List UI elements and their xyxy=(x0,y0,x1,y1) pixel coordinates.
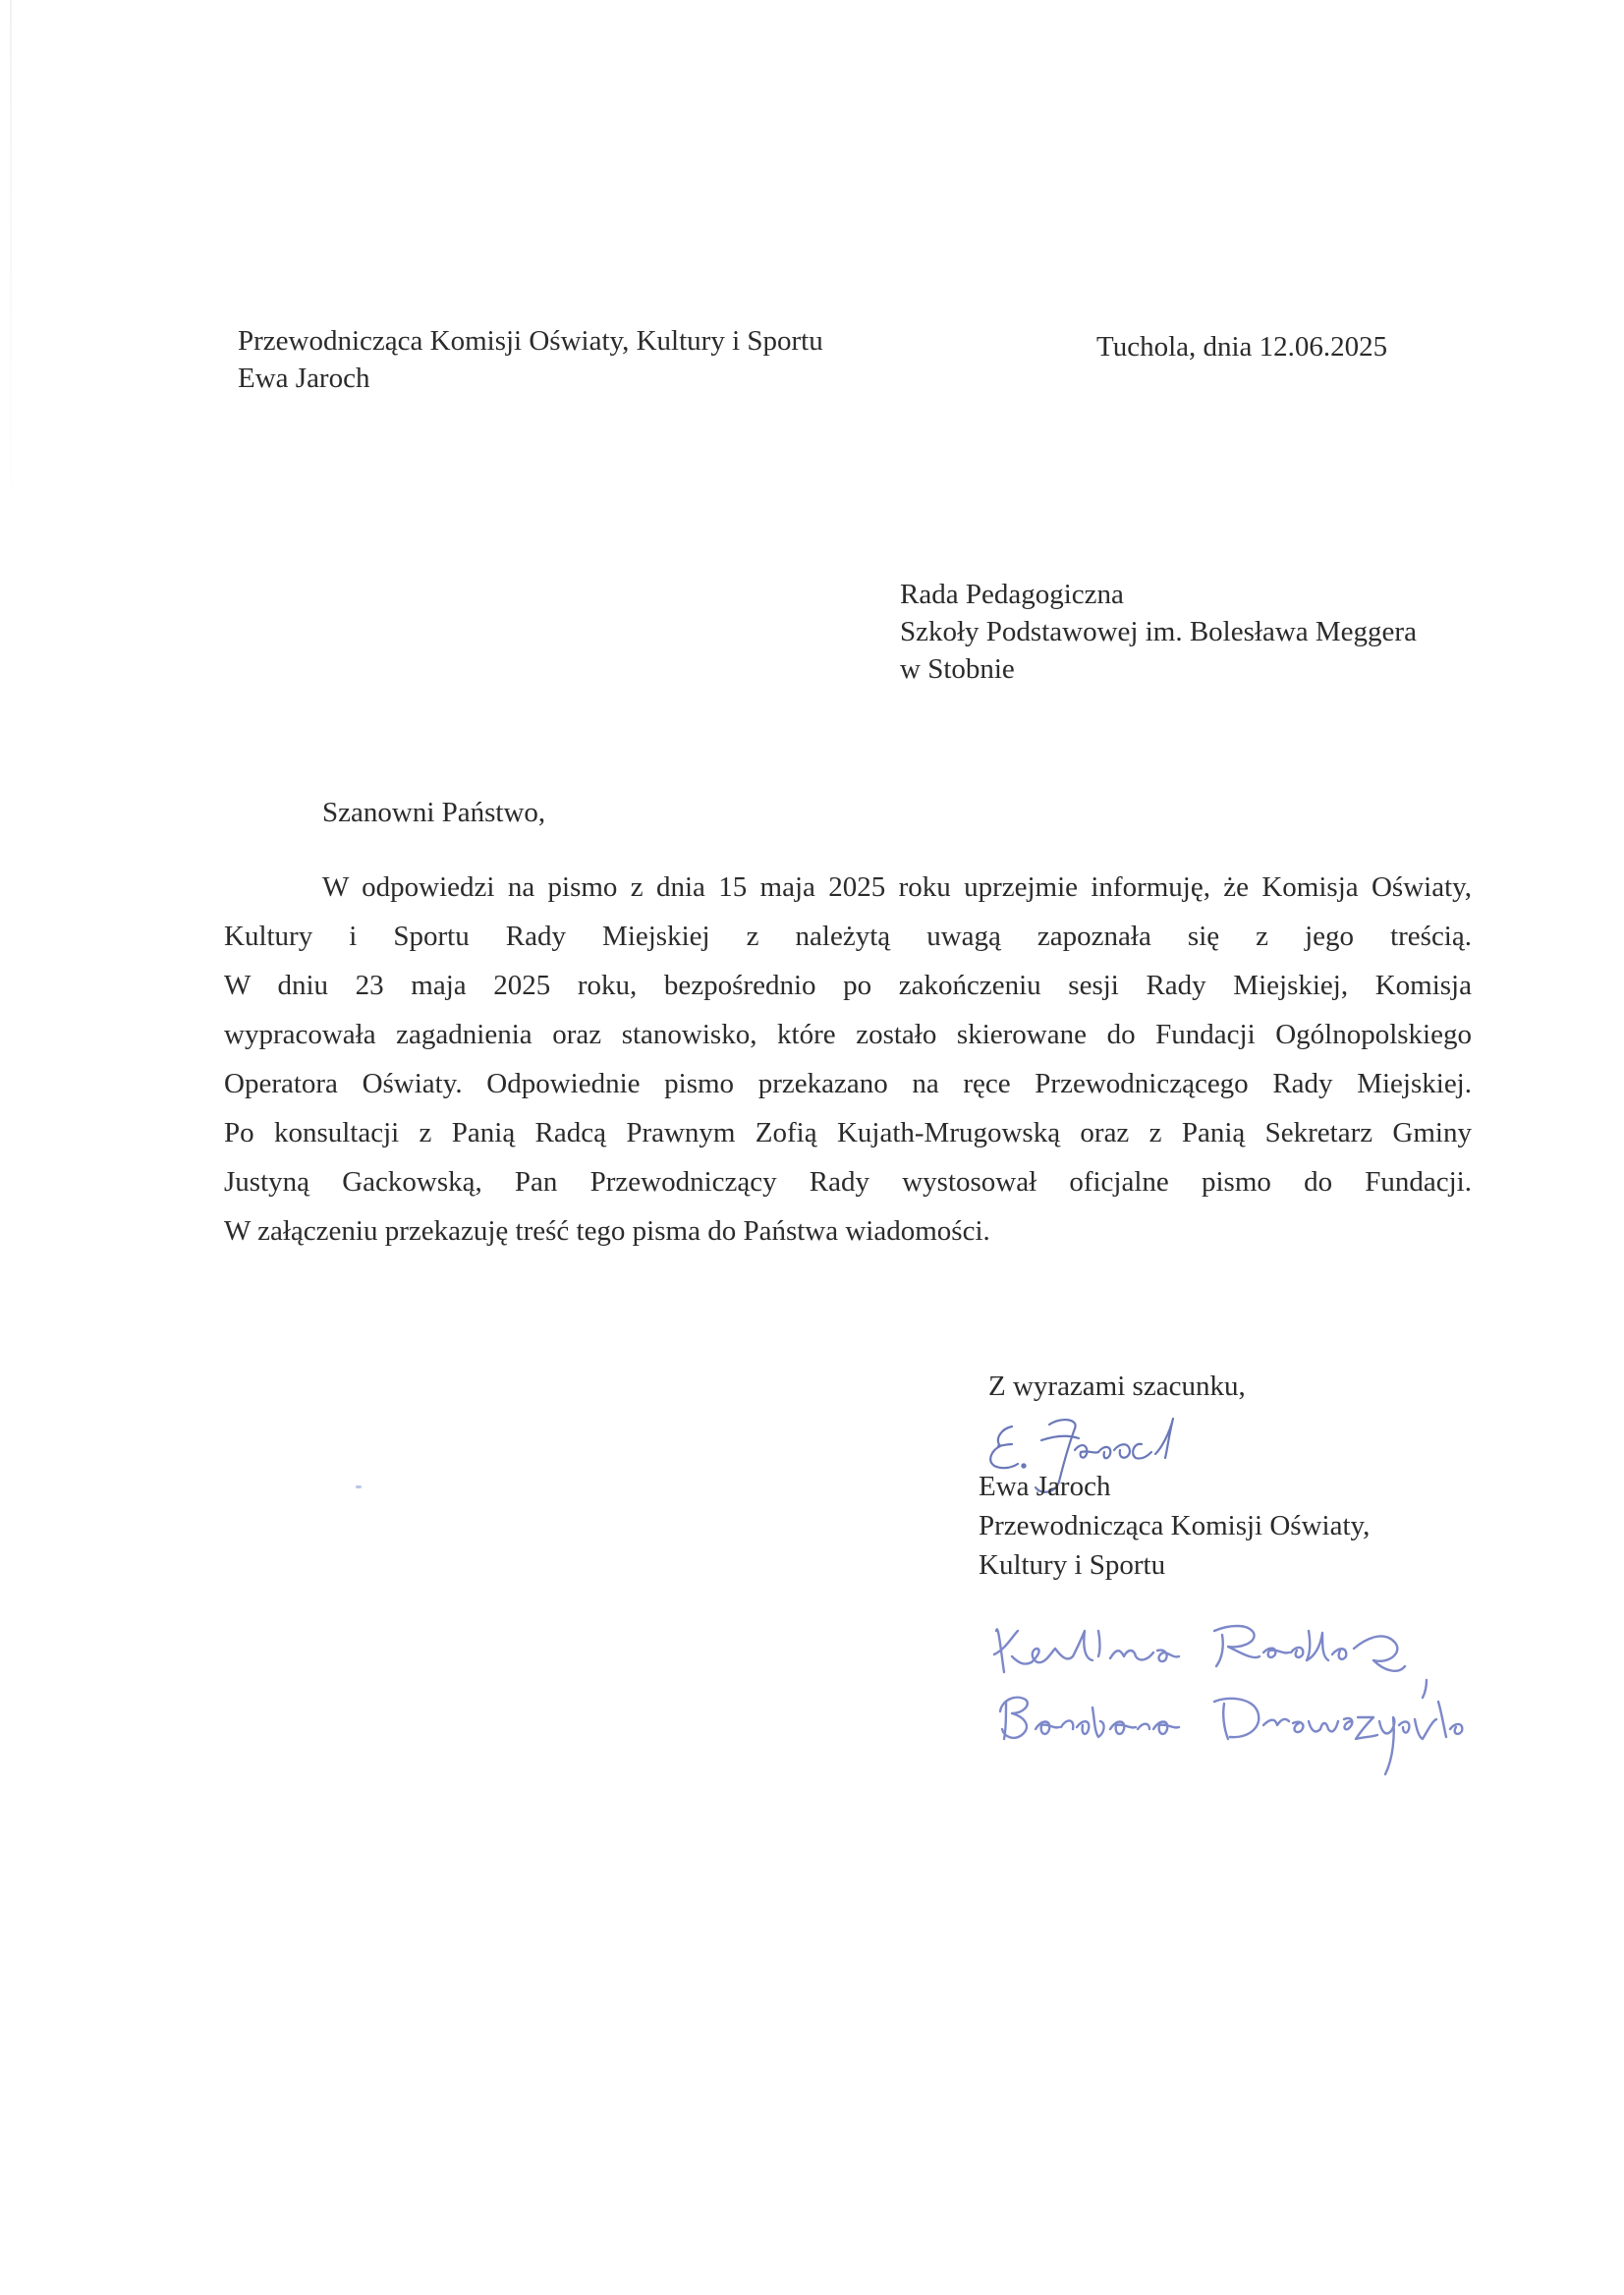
scan-speck xyxy=(356,1485,362,1488)
signer-block xyxy=(979,1468,1370,1586)
signer-title-line-1: Przewodnicząca Komisji Oświaty, xyxy=(979,1510,1371,1541)
sender-title: Przewodnicząca Komisji Oświaty, Kultury i Sportu xyxy=(238,325,823,357)
sender-name: Ewa Jaroch xyxy=(238,363,370,394)
body-line: W załączeniu przekazuję treść tego pisma do Państwa wiadomości. xyxy=(224,1215,990,1247)
sender-block xyxy=(238,322,823,397)
recipient-block xyxy=(900,576,1417,688)
recipient-line-1: Rada Pedagogiczna xyxy=(900,579,1124,610)
letter-body xyxy=(224,863,1472,1256)
recipient-line-2: Szkoły Podstawowej im. Bolesława Meggera xyxy=(900,616,1417,647)
body-line: W dniu 23 maja 2025 roku, bezpośrednio po zakończeniu sesji Rady Miejskiej, Komisja xyxy=(224,970,1472,1001)
body-line: Kultury i Sportu Rady Miejskiej z należytą uwagą zapoznała się z jego treścią. xyxy=(224,921,1472,952)
body-line: wypracowała zagadnienia oraz stanowisko, które zostało skierowane do Fundacji Ogólnopolskiego xyxy=(224,1019,1472,1050)
closing-phrase: Z wyrazami szacunku, xyxy=(988,1371,1246,1402)
body-line: Po konsultacji z Panią Radcą Prawnym Zofią Kujath-Mrugowską oraz z Panią Sekretarz Gminy xyxy=(224,1117,1472,1148)
place-date: Tuchola, dnia 12.06.2025 xyxy=(1096,331,1388,363)
body-line: W odpowiedzi na pismo z dnia 15 maja 2025 roku uprzejmie informuję, że Komisja Oświaty, xyxy=(322,871,1472,903)
handwritten-note xyxy=(982,1592,1493,1788)
body-line: Justyną Gackowską, Pan Przewodniczący Rady wystosował oficjalne pismo do Fundacji. xyxy=(224,1166,1472,1198)
signer-title-line-2: Kultury i Sportu xyxy=(979,1549,1166,1581)
recipient-line-3: w Stobnie xyxy=(900,653,1015,685)
salutation: Szanowni Państwo, xyxy=(322,797,546,828)
body-line: Operatora Oświaty. Odpowiednie pismo przekazano na ręce Przewodniczącego Rady Miejskiej. xyxy=(224,1068,1472,1099)
signer-name: Ewa Jaroch xyxy=(979,1471,1111,1502)
scan-edge-shadow xyxy=(10,0,12,550)
